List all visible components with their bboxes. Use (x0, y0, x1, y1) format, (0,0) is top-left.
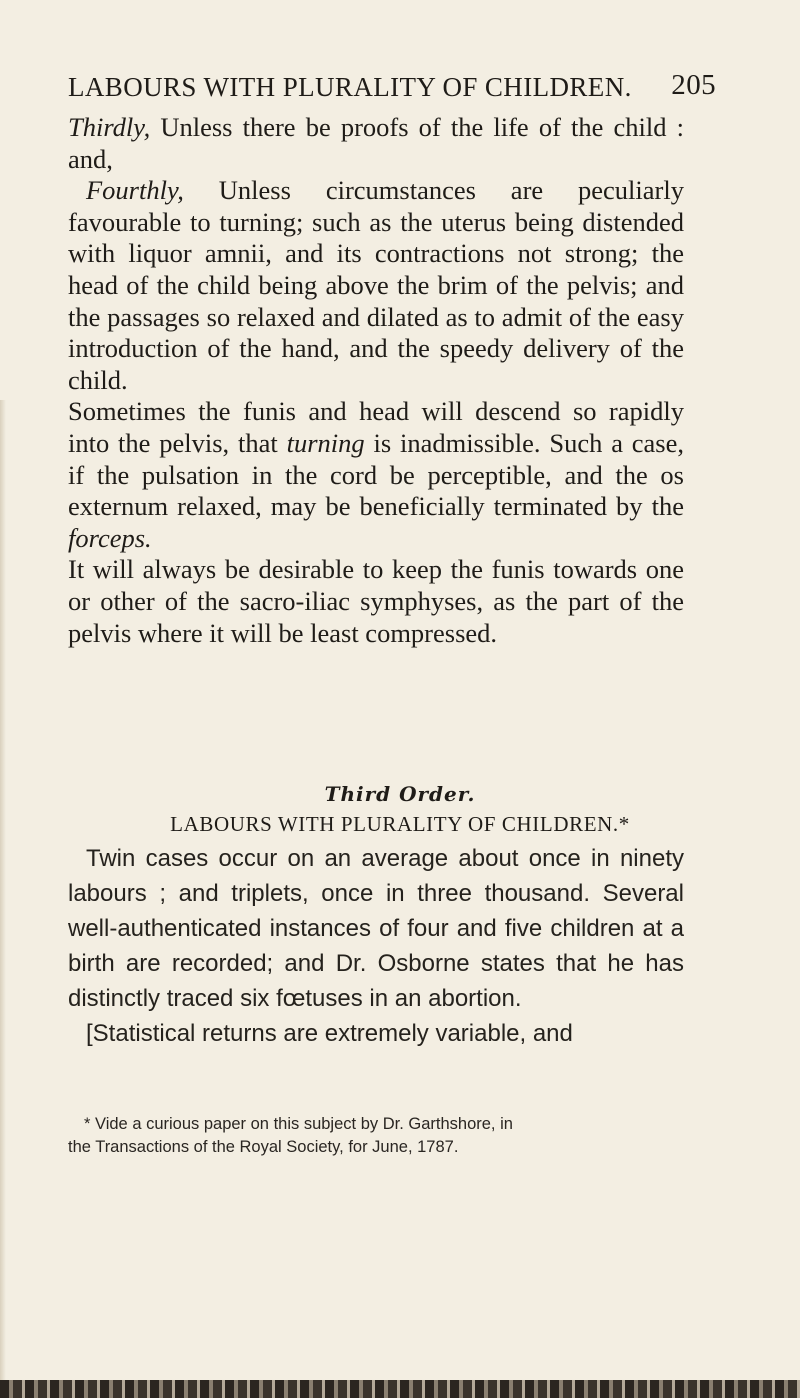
lead-thirdly: Thirdly, (68, 112, 151, 142)
italic-forceps: forceps. (68, 522, 152, 553)
text-funis-before: Sometimes the funis and head will descend so rapidly into the pelvis, that (68, 396, 684, 458)
page-gutter-shadow (0, 400, 6, 1380)
page-number: 205 (671, 69, 716, 101)
lead-fourthly: Fourthly, (86, 175, 184, 206)
footnote-line-2: the Transactions of the Royal Society, for June, 1787. (68, 1138, 459, 1156)
main-text-bottom (68, 841, 684, 1051)
page-bottom-edge (0, 1380, 800, 1398)
order-heading: Third Order. (324, 782, 476, 806)
text-funis-after: is inadmissible. Such a case, if the pulsation in the cord be perceptible, and the os externum relaxed, may be beneficially terminated by the (68, 427, 685, 522)
paragraph-statistical: [Statistical returns are extremely variable, and (86, 1020, 573, 1047)
paragraph-twin-cases: Twin cases occur on an average about once in ninety labours ; and triplets, once in three thousand. Several well-authenticated instances of four and five children at a birth are recorded; and Dr. Osborne states that he has distinctly traced six fœtuses in an abortion. (68, 845, 684, 1012)
main-text-top (68, 112, 684, 649)
running-head-title: LABOURS WITH PLURALITY OF CHILDREN. (68, 72, 632, 102)
footnote-line-1: * Vide a curious paper on this subject by Dr. Garthshore, in (84, 1115, 513, 1133)
text-thirdly: Unless there be proofs of the life of the child : and, (68, 112, 684, 174)
italic-turning: turning (286, 427, 365, 458)
running-head (68, 69, 716, 103)
section-title: LABOURS WITH PLURALITY OF CHILDREN.* (170, 812, 630, 836)
text-fourthly: Unless circumstances are peculiarly favourable to turning; such as the uterus being distended with liquor amnii, and its contractions not strong; the head of the child being above the brim of the pelvis; and the passages so relaxed and dilated as to admit of the easy introduction of the hand, and the speedy delivery of the child. (68, 175, 684, 395)
paragraph-funis-keep (68, 554, 684, 649)
text-funis-keep: It will always be desirable to keep the funis towards one or other of the sacro-iliac symphyses, as the part of the pelvis where it will be least compressed. (68, 554, 684, 648)
paragraph-funis-descend (68, 396, 684, 554)
paragraph-fourthly (68, 175, 684, 396)
footnote (68, 1113, 684, 1159)
paragraph-thirdly (68, 112, 684, 175)
